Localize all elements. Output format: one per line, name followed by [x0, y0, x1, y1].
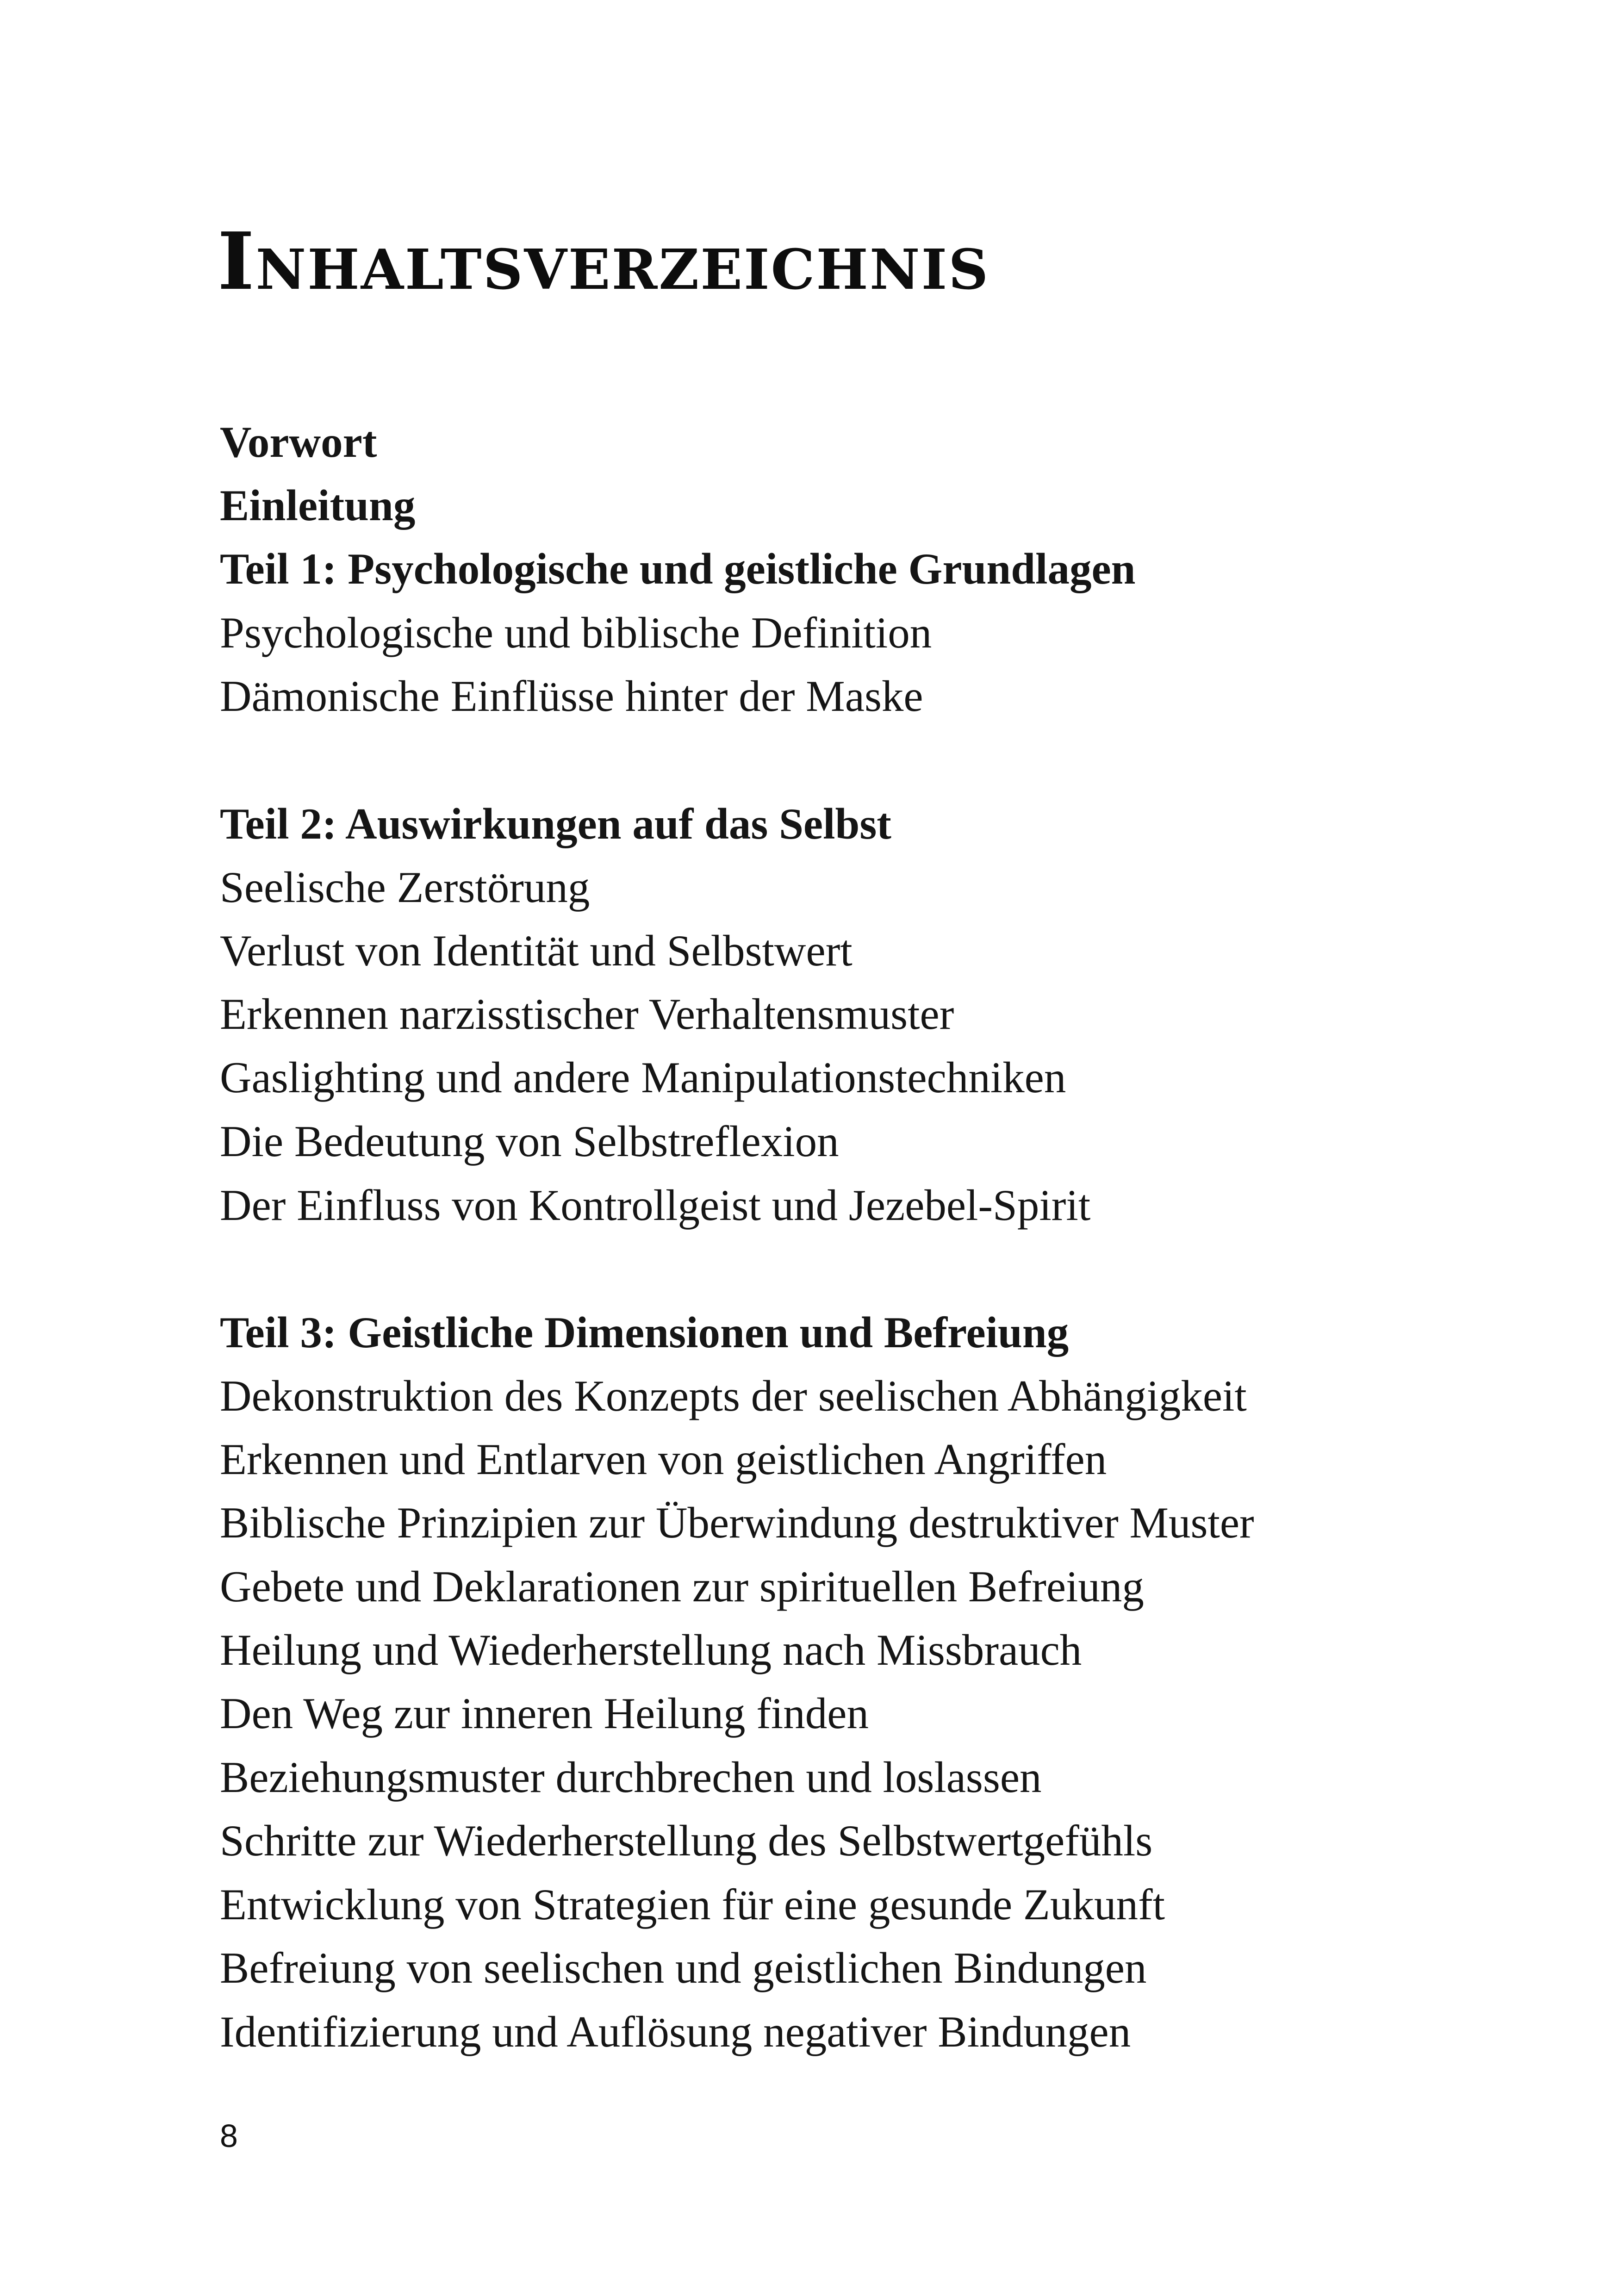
- toc-item: Beziehungsmuster durchbrechen und loslassen: [220, 1753, 1042, 1802]
- toc-item: Seelische Zerstörung: [220, 863, 590, 912]
- toc-item: Schritte zur Wiederherstellung des Selbstwertgefühls: [220, 1816, 1153, 1865]
- toc-item: Entwicklung von Strategien für eine gesunde Zukunft: [220, 1880, 1165, 1929]
- toc-item: Der Einfluss von Kontrollgeist und Jezebel-Spirit: [220, 1181, 1091, 1230]
- page-title: Inhaltsverzeichnis: [218, 215, 990, 308]
- toc-item: Psychologische und biblische Definition: [220, 608, 932, 657]
- toc-item: Verlust von Identität und Selbstwert: [220, 926, 853, 975]
- toc-part-heading: Teil 1: Psychologische und geistliche Grundlagen: [220, 544, 1136, 593]
- toc-item: Erkennen und Entlarven von geistlichen Angriffen: [220, 1435, 1107, 1484]
- toc-item: Biblische Prinzipien zur Überwindung destruktiver Muster: [220, 1498, 1254, 1547]
- toc-item: Erkennen narzisstischer Verhaltensmuster: [220, 989, 954, 1039]
- toc-entry-einleitung: Einleitung: [220, 481, 416, 530]
- toc-entry-vorwort: Vorwort: [220, 417, 377, 467]
- toc-part-heading: Teil 3: Geistliche Dimensionen und Befreiung: [220, 1308, 1069, 1357]
- toc-item: Dämonische Einflüsse hinter der Maske: [220, 672, 923, 721]
- toc-item: Die Bedeutung von Selbstreflexion: [220, 1117, 839, 1166]
- toc-part-heading: Teil 2: Auswirkungen auf das Selbst: [220, 799, 891, 848]
- toc-item: Gebete und Deklarationen zur spirituellen Befreiung: [220, 1562, 1144, 1611]
- toc-item: Den Weg zur inneren Heilung finden: [220, 1689, 869, 1738]
- toc-item: Heilung und Wiederherstellung nach Missbrauch: [220, 1625, 1082, 1674]
- toc-item: Gaslighting und andere Manipulationstechniken: [220, 1053, 1066, 1102]
- page-number: 8: [220, 2118, 238, 2154]
- toc-item: Identifizierung und Auflösung negativer Bindungen: [220, 2007, 1131, 2056]
- toc-item: Befreiung von seelischen und geistlichen Bindungen: [220, 1943, 1147, 1992]
- toc-item: Dekonstruktion des Konzepts der seelischen Abhängigkeit: [220, 1371, 1247, 1420]
